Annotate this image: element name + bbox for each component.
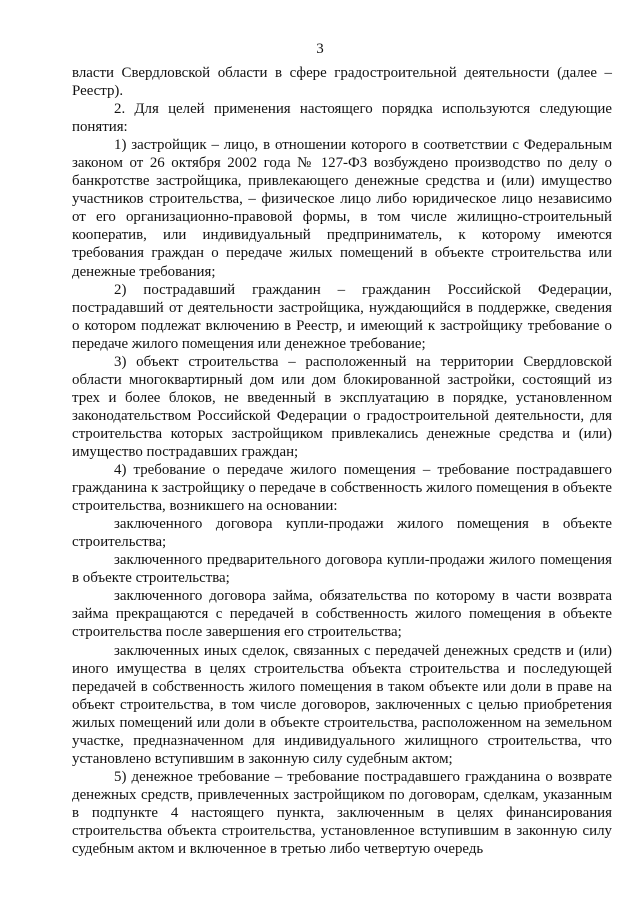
- paragraph-definition-housing-claim: 4) требование о передаче жилого помещения – требование пострадавшего гражданина к застройщику о передаче в собственность жилого помещения в объекте строительства, возникшего на основании:: [72, 462, 612, 515]
- paragraph-reestr-continuation: власти Свердловской области в сфере градостроительной деятельности (далее – Реестр).: [72, 65, 612, 100]
- paragraph-item-2: 2. Для целей применения настоящего порядка используются следующие понятия:: [72, 101, 612, 136]
- paragraph-other-deals: заключенных иных сделок, связанных с передачей денежных средств и (или) иного имущества в целях строительства объекта строительства и последующей передачей в собственность жилого помещения в таком объекте или доли в праве на объект строительства, в том числе договоров, заключенных с целью приобретения жилых помещений или доли в объекте строительства, расположенном на земельном участке, предназначенном для индивидуального жилищного строительства, что установлено вступившим в законную силу судебным актом;: [72, 642, 612, 767]
- paragraph-preliminary-contract: заключенного предварительного договора купли-продажи жилого помещения в объекте строительства;: [72, 552, 612, 587]
- paragraph-definition-construction-object: 3) объект строительства – расположенный на территории Свердловской области многоквартирный дом или дом блокированной застройки, состоящий из трех и более блоков, не введенный в эксплуатацию в порядке, установленном законодательством Российской Федерации о градостроительной деятельности, для строительства которых застройщиком привлекались денежные средства и (или) имущество пострадавших граждан;: [72, 353, 612, 460]
- paragraph-definition-developer: 1) застройщик – лицо, в отношении которого в соответствии с Федеральным законом от 26 октября 2002 года № 127-ФЗ возбуждено производство по делу о банкротстве застройщика, привлекающего денежные средства и (или) имущество участников строительства, – физическое лицо либо юридическое лицо независимо от его организационно-правовой формы, в том числе жилищно-строительный кооператив, или индивидуальный предприниматель, к которому имеются требования граждан о передаче жилых помещений в объекте строительства или денежные требования;: [72, 137, 612, 280]
- paragraph-loan-contract: заключенного договора займа, обязательства по которому в части возврата займа прекращаются с передачей в собственность жилого помещения в объекте строительства после завершения его строительства;: [72, 588, 612, 641]
- paragraph-sale-contract: заключенного договора купли-продажи жилого помещения в объекте строительства;: [72, 516, 612, 551]
- paragraph-definition-affected-citizen: 2) пострадавший гражданин – гражданин Российской Федерации, пострадавший от деятельности застройщика, нуждающийся в поддержке, сведения о котором подлежат включению в Реестр, и имеющий к застройщику требование о передаче жилого помещения или денежное требование;: [72, 281, 612, 352]
- document-body: [72, 64, 612, 858]
- paragraph-definition-monetary-claim: 5) денежное требование – требование пострадавшего гражданина о возврате денежных средств, привлеченных застройщиком по договорам, сделкам, указанным в подпункте 4 настоящего пункта, заключенным в целях финансирования строительства объекта строительства, установленное вступившим в законную силу судебным актом и включенное в третью либо четвертую очередь: [72, 768, 612, 858]
- page-number: 3: [316, 41, 324, 57]
